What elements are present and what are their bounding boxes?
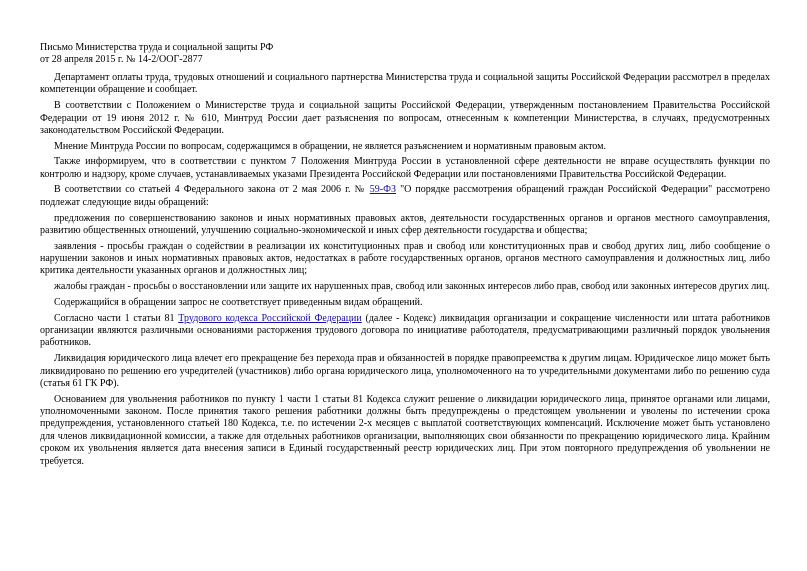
federal-law-text-before: В соответствии со статьей 4 Федерального закона от 2 мая 2006 г. №: [54, 184, 370, 196]
labor-code-text-after: (далее - Кодекс) ликвидация организации и сокращение численности или штата работников организации являются различными основаниями расторжения трудового договора по инициативе работодателя, предусматривающими различный порядок увольнения работников.: [40, 312, 770, 349]
paragraph-request-mismatch: Содержащийся в обращении запрос не соответствует приведенным видам обращений.: [54, 296, 423, 308]
federal-law-text-after: "О порядке рассмотрения обращений граждан Российской Федерации" рассмотрено подлежат следующие виды обращений:: [40, 184, 770, 208]
paragraph-statements: заявления - просьбы граждан о содействии в реализации их конституционных прав и свобод или конституционных прав и свобод других лиц, либо сообщение о нарушении законов и иных нормативных правовых актов, недостатках в работе государственных органов, органов местного самоуправления и должностных лиц, либо критика деятельности указанных органов и должностных лиц;: [40, 240, 770, 277]
federal-law-link[interactable]: 59-ФЗ: [369, 184, 397, 196]
paragraph-proposals: предложения по совершенствованию законов и иных нормативных правовых актов, деятельности государственных органов и органов местного самоуправления, развитию общественных отношений, улучшению социально-экономической и иных сфер деятельности государства и общества;: [40, 212, 770, 236]
paragraph-labor-code: [40, 313, 770, 350]
paragraph-regulation: В соответствии с Положением о Министерстве труда и социальной защиты Российской Федерации, утвержденным постановлением Правительства Российской Федерации от 19 июня 2012 г. № 610, Минтруд России дает разъяснения по вопросам, отнесенным к компетенции Министерства, в случаях, предусмотренных законодательством Российской Федерации.: [40, 100, 770, 136]
document-header: [40, 42, 273, 66]
paragraph-dismissal-basis: Основанием для увольнения работников по пункту 1 части 1 статьи 81 Кодекса служит решение о ликвидации юридического лица, принятое органами или лицами, уполномоченными законом. После принятия такого решения работники должны быть предупреждены о предстоящем увольнении и уволены по истечении срока предупреждения, установленного статьей 180 Кодекса, т.е. по истечении 2-х месяцев с выплатой соответствующих компенсаций. Исключение может быть установлено для членов ликвидационной комиссии, а также для отдельных работников организации, выполняющих свои обязанности по прекращению юридического лица. Крайним сроком их увольнения является дата внесения записи в Единый государственный реестр юридических лиц. При этом повторного предупреждения об увольнении не требуется.: [40, 393, 770, 467]
letter-title: Письмо Министерства труда и социальной защиты РФ: [40, 42, 274, 53]
paragraph-control-functions: Также информируем, что в соответствии с пунктом 7 Положения Минтруда России в установленной сфере деятельности не вправе осуществлять функции по контролю и надзору, кроме случаев, устанавливаемых указами Президента Российской Федерации или постановлениями Правительства Российской Федерации.: [40, 156, 770, 180]
paragraph-department-intro: Департамент оплаты труда, трудовых отношений и социального партнерства Министерства труда и социальной защиты Российской Федерации рассмотрел в пределах компетенции обращение и сообщает.: [40, 72, 770, 96]
document-body: [40, 72, 770, 471]
labor-code-text-before: Согласно части 1 статьи 81: [54, 312, 179, 324]
paragraph-liquidation: Ликвидация юридического лица влечет его прекращение без перехода прав и обязанностей в порядке правопреемства к другим лицам. Юридическое лицо может быть ликвидировано по решению его учредителей (участников) либо органа юридического лица, уполномоченного на то учредительными документами либо по решению суда (статья 61 ГК РФ).: [40, 353, 770, 389]
labor-code-link[interactable]: Трудового кодекса Российской Федерации: [178, 312, 362, 324]
letter-date-number: от 28 апреля 2015 г. № 14-2/ООГ-2877: [40, 54, 203, 65]
paragraph-opinion: Мнение Минтруда России по вопросам, содержащимся в обращении, не является разъяснением и нормативным правовым актом.: [54, 140, 606, 152]
paragraph-federal-law: [40, 184, 770, 209]
paragraph-complaints: жалобы граждан - просьбы о восстановлении или защите их нарушенных прав, свобод или законных интересов либо прав, свобод или законных интересов других лиц.: [54, 281, 770, 293]
